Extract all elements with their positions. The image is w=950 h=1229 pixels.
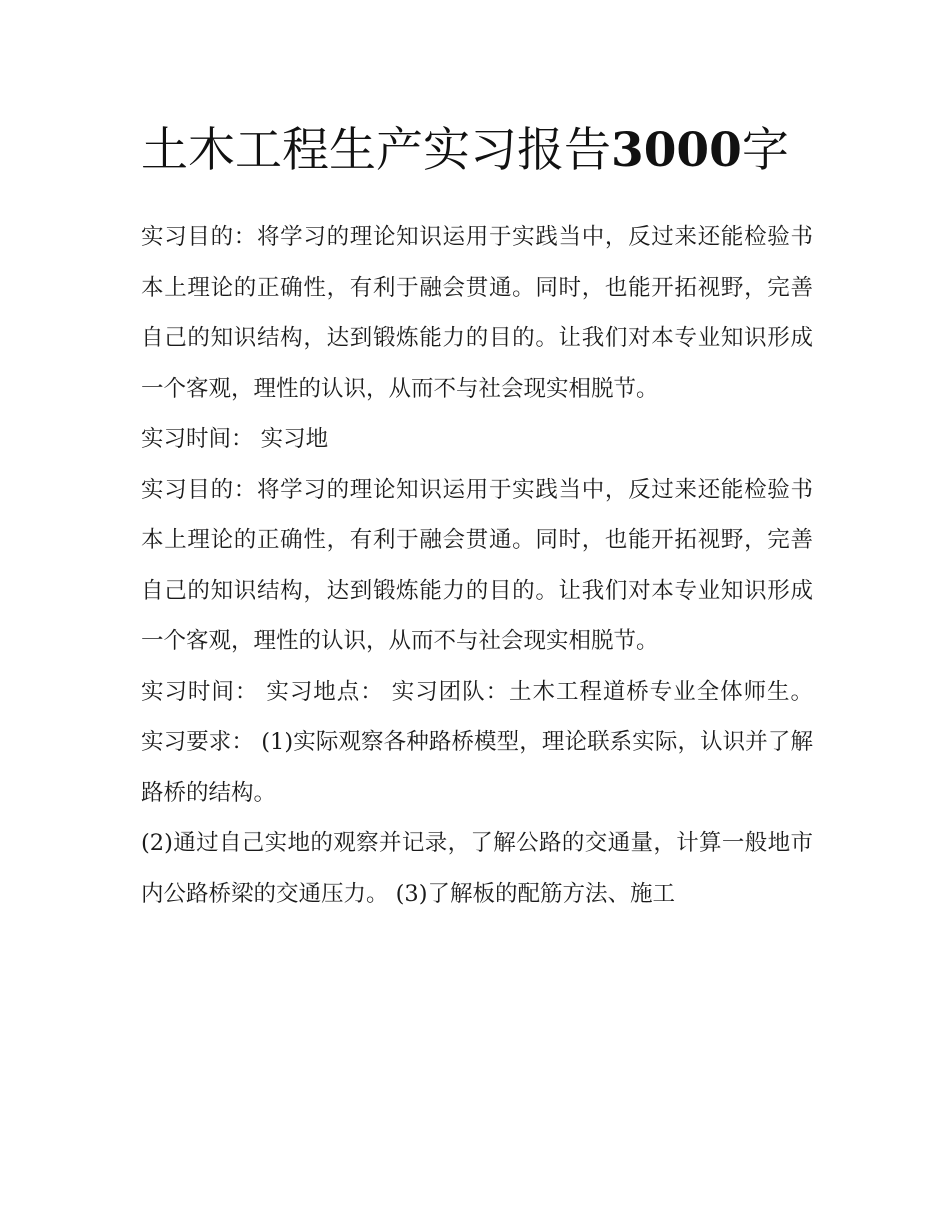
paragraph-requirements: (2)通过自己实地的观察并记录，了解公路的交通量，计算一般地市内公路桥梁的交通压力。 (3)了解板的配筋方法、施工 — [141, 830, 813, 907]
title-suffix: 字 — [741, 123, 789, 178]
paragraph-purpose: 实习目的：将学习的理论知识运用于实践当中，反过来还能检验书本上理论的正确性，有利于融会贯通。同时，也能开拓视野，完善自己的知识结构，达到锻炼能力的目的。让我们对本专业知识形成一个客观，理性的认识，从而不与社会现实相脱节。 — [141, 224, 813, 402]
page-title — [141, 112, 813, 189]
title-number: 3000 — [611, 123, 742, 178]
document-body — [141, 112, 813, 919]
title-text: 土木工程生产实习报告 — [141, 123, 611, 178]
paragraph-time-place-short: 实习时间： 实习地 — [141, 426, 329, 452]
paragraph-time-place-team: 实习时间： 实习地点： 实习团队：土木工程道桥专业全体师生。 实习要求： (1)实际观察各种路桥模型，理论联系实际，认识并了解路桥的结构。 — [141, 678, 813, 806]
paragraph-purpose-repeat: 实习目的：将学习的理论知识运用于实践当中，反过来还能检验书本上理论的正确性，有利于融会贯通。同时，也能开拓视野，完善自己的知识结构，达到锻炼能力的目的。让我们对本专业知识形成一个客观，理性的认识，从而不与社会现实相脱节。 — [141, 476, 813, 654]
